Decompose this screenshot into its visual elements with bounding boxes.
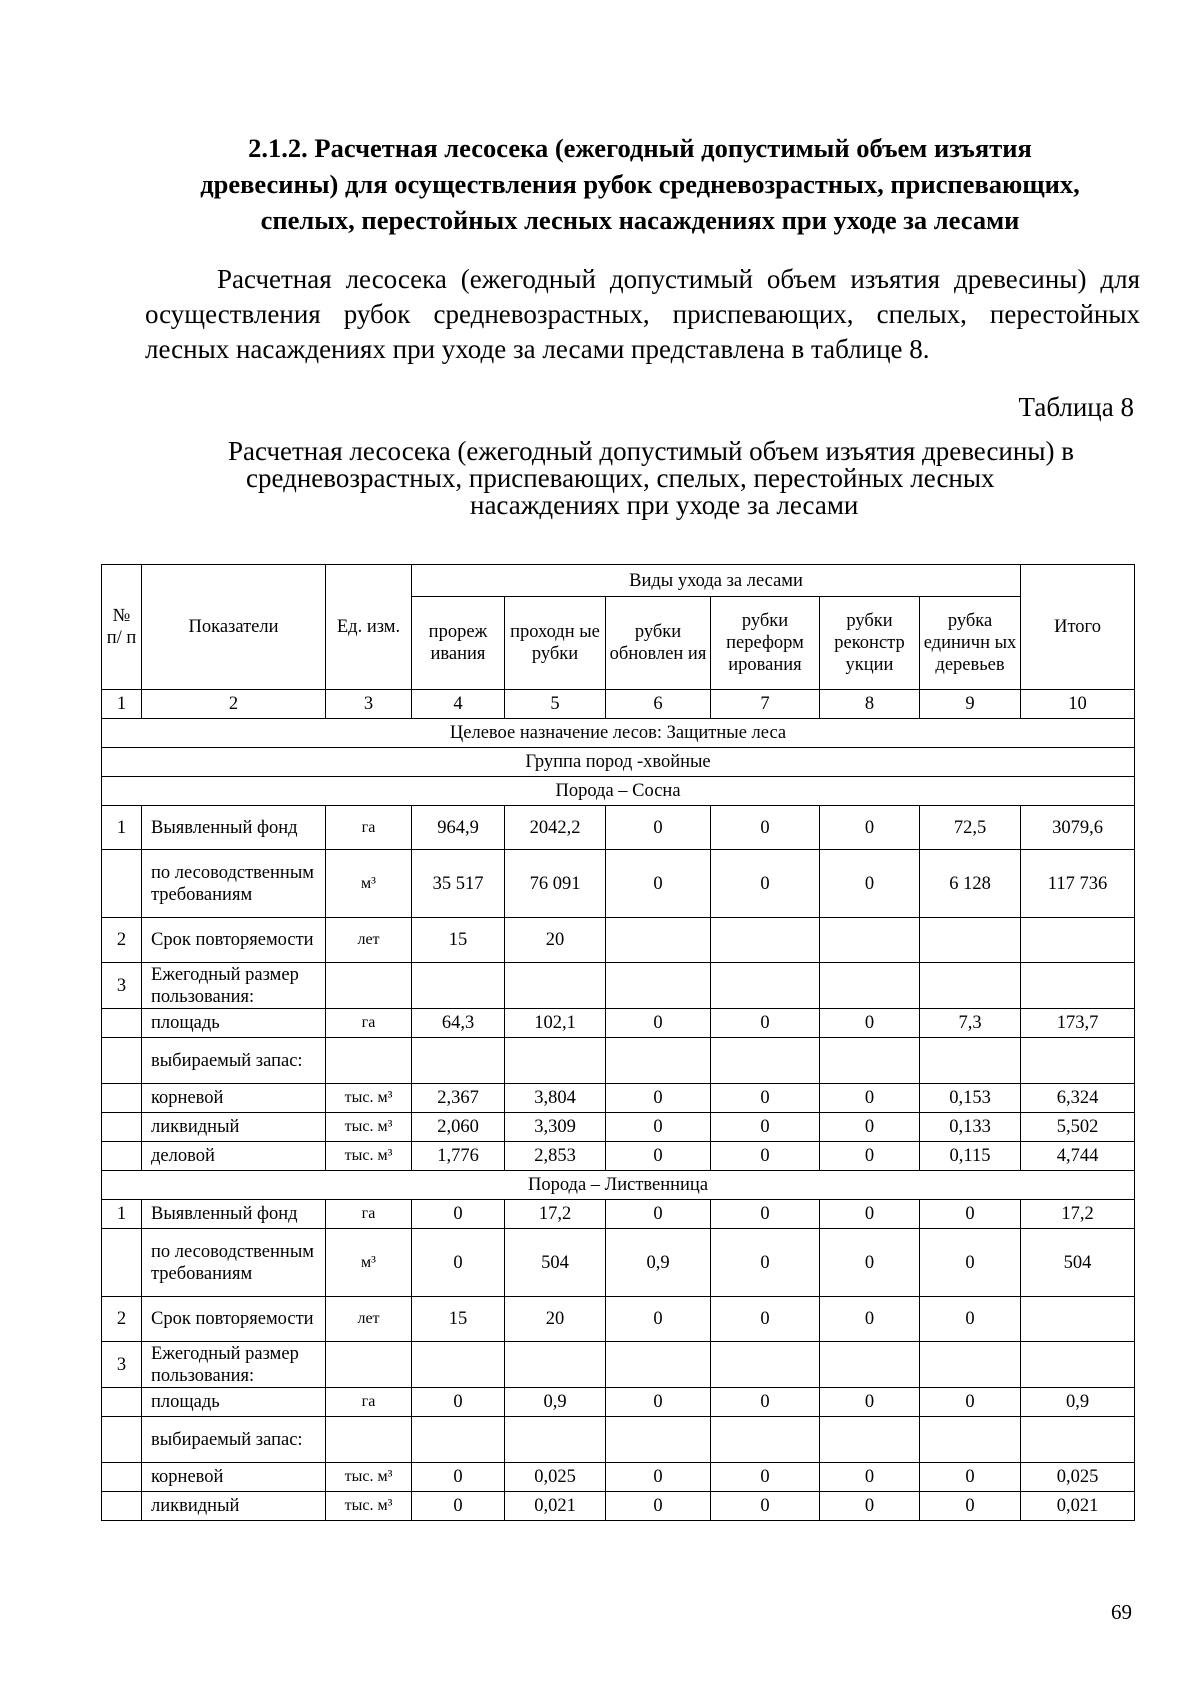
row-total — [1021, 1342, 1135, 1388]
group-row — [102, 748, 1135, 777]
row-value: 0,115 — [920, 1142, 1021, 1171]
row-value: 0 — [606, 1492, 711, 1521]
row-value — [711, 1038, 820, 1084]
row-unit: тыс. м³ — [326, 1084, 412, 1113]
row-total — [1021, 1417, 1135, 1463]
column-number: 4 — [412, 690, 505, 719]
row-label: Выявленный фонд — [142, 806, 326, 850]
row-total — [1021, 918, 1135, 963]
row-value — [606, 1342, 711, 1388]
row-unit: тыс. м³ — [326, 1492, 412, 1521]
row-value: 0 — [606, 806, 711, 850]
row-number: 2 — [102, 918, 142, 963]
header-thinning: прореж ивания — [412, 597, 505, 690]
row-value: 35 517 — [412, 850, 505, 918]
row-unit: га — [326, 1200, 412, 1229]
column-number-row — [102, 690, 1135, 719]
row-value: 0 — [412, 1388, 505, 1417]
table-row — [102, 1084, 1135, 1113]
purpose-row-text: Целевое назначение лесов: Защитные леса — [102, 719, 1135, 748]
row-value — [920, 918, 1021, 963]
row-value — [920, 1038, 1021, 1084]
header-group: Виды ухода за лесами — [412, 565, 1021, 597]
column-number: 2 — [142, 690, 326, 719]
row-value: 0 — [920, 1492, 1021, 1521]
heading-line: спелых, перестойных лесных насаждениях при уходе за лесами — [260, 205, 1020, 235]
row-value — [412, 1038, 505, 1084]
row-value — [412, 963, 505, 1009]
header-reconstruction: рубки реконстр укции — [820, 597, 920, 690]
row-value: 0 — [711, 1463, 820, 1492]
row-value: 0 — [920, 1463, 1021, 1492]
header-passage: проходн ые рубки — [505, 597, 606, 690]
row-label: по лесоводственным требованиям — [142, 1229, 326, 1297]
row-unit: тыс. м³ — [326, 1463, 412, 1492]
row-number: 1 — [102, 1200, 142, 1229]
header-reformation: рубки переформ ирования — [711, 597, 820, 690]
column-number: 3 — [326, 690, 412, 719]
row-total: 504 — [1021, 1229, 1135, 1297]
row-value: 0,153 — [920, 1084, 1021, 1113]
heading-line: древесины) для осуществления рубок средневозрастных, приспевающих, — [200, 169, 1080, 199]
row-value: 0 — [820, 1229, 920, 1297]
table-row — [102, 1009, 1135, 1038]
row-value — [711, 1342, 820, 1388]
row-number — [102, 1417, 142, 1463]
row-total — [1021, 963, 1135, 1009]
purpose-row — [102, 719, 1135, 748]
row-value — [606, 1417, 711, 1463]
species-title: Порода – Лиственница — [102, 1171, 1135, 1200]
row-value: 0 — [606, 1084, 711, 1113]
row-unit: тыс. м³ — [326, 1113, 412, 1142]
row-value: 0 — [820, 1492, 920, 1521]
row-value: 2,853 — [505, 1142, 606, 1171]
header-num: № п/ п — [102, 565, 142, 690]
caption-line: Расчетная лесосека (ежегодный допустимый объем изъятия древесины) в — [228, 436, 1074, 466]
row-total: 173,7 — [1021, 1009, 1135, 1038]
row-number — [102, 1388, 142, 1417]
row-value: 0 — [412, 1200, 505, 1229]
header-single-tree: рубка единичн ых деревьев — [920, 597, 1021, 690]
row-label: Ежегодный размер пользования: — [142, 1342, 326, 1388]
table-row — [102, 1388, 1135, 1417]
section-heading — [140, 130, 1140, 238]
row-value: 0 — [820, 1084, 920, 1113]
row-value — [820, 963, 920, 1009]
row-value: 0 — [711, 1388, 820, 1417]
row-value — [820, 1417, 920, 1463]
table-row — [102, 1297, 1135, 1342]
row-value — [820, 1342, 920, 1388]
paragraph-line: Расчетная лесосека (ежегодный допустимый объем изъятия древесины) для — [217, 264, 1140, 294]
row-value: 0 — [820, 850, 920, 918]
row-value — [711, 963, 820, 1009]
row-number: 3 — [102, 963, 142, 1009]
row-value: 6 128 — [920, 850, 1021, 918]
row-value — [920, 963, 1021, 1009]
table-caption — [140, 438, 1140, 519]
table-row — [102, 1417, 1135, 1463]
row-label: деловой — [142, 1142, 326, 1171]
row-unit — [326, 1417, 412, 1463]
row-value: 0 — [606, 1142, 711, 1171]
row-value: 15 — [412, 918, 505, 963]
column-number: 5 — [505, 690, 606, 719]
row-value: 0 — [820, 806, 920, 850]
row-value: 0,025 — [505, 1463, 606, 1492]
row-value: 0 — [606, 850, 711, 918]
row-value — [606, 918, 711, 963]
row-value — [505, 963, 606, 1009]
row-value: 0,9 — [505, 1388, 606, 1417]
row-number — [102, 1492, 142, 1521]
row-value: 20 — [505, 918, 606, 963]
row-value — [711, 1417, 820, 1463]
table-row — [102, 1113, 1135, 1142]
row-total — [1021, 1297, 1135, 1342]
row-value: 0 — [711, 1009, 820, 1038]
row-value — [606, 963, 711, 1009]
row-label: площадь — [142, 1009, 326, 1038]
row-label: Срок повторяемости — [142, 1297, 326, 1342]
caption-line: средневозрастных, приспевающих, спелых, перестойных лесных — [246, 463, 995, 493]
group-row-text: Группа пород -хвойные — [102, 748, 1135, 777]
row-value: 3,804 — [505, 1084, 606, 1113]
row-value — [920, 1417, 1021, 1463]
row-unit — [326, 963, 412, 1009]
row-value: 64,3 — [412, 1009, 505, 1038]
row-value: 0 — [711, 1229, 820, 1297]
row-unit: м³ — [326, 850, 412, 918]
column-number: 8 — [820, 690, 920, 719]
paragraph-line: лесных насаждениях при уходе за лесами представлена в таблице 8. — [145, 334, 930, 364]
row-total: 17,2 — [1021, 1200, 1135, 1229]
row-label: выбираемый запас: — [142, 1038, 326, 1084]
row-value: 0 — [711, 1142, 820, 1171]
table-row — [102, 1463, 1135, 1492]
row-value: 0 — [820, 1388, 920, 1417]
row-value — [505, 1038, 606, 1084]
row-value: 0 — [606, 1009, 711, 1038]
row-value: 0 — [606, 1200, 711, 1229]
row-total: 0,025 — [1021, 1463, 1135, 1492]
row-label: Выявленный фонд — [142, 1200, 326, 1229]
row-value: 0 — [606, 1463, 711, 1492]
row-total: 0,021 — [1021, 1492, 1135, 1521]
row-label: Срок повторяемости — [142, 918, 326, 963]
row-value: 0 — [606, 1297, 711, 1342]
row-number — [102, 1229, 142, 1297]
row-value: 0,021 — [505, 1492, 606, 1521]
row-value: 72,5 — [920, 806, 1021, 850]
row-value: 76 091 — [505, 850, 606, 918]
row-value: 964,9 — [412, 806, 505, 850]
table-row — [102, 1229, 1135, 1297]
species-row — [102, 1171, 1135, 1200]
row-unit: лет — [326, 1297, 412, 1342]
row-value: 0 — [711, 1084, 820, 1113]
row-value: 0 — [412, 1229, 505, 1297]
column-number: 1 — [102, 690, 142, 719]
row-number: 1 — [102, 806, 142, 850]
heading-line: 2.1.2. Расчетная лесосека (ежегодный допустимый объем изъятия — [248, 133, 1032, 163]
row-value — [820, 1038, 920, 1084]
row-value: 0 — [820, 1113, 920, 1142]
row-value: 2,060 — [412, 1113, 505, 1142]
species-title: Порода – Сосна — [102, 777, 1135, 806]
row-label: корневой — [142, 1463, 326, 1492]
row-value: 7,3 — [920, 1009, 1021, 1038]
row-value: 0 — [711, 1297, 820, 1342]
row-value: 0 — [711, 1113, 820, 1142]
row-value — [920, 1342, 1021, 1388]
row-number — [102, 1113, 142, 1142]
column-number: 10 — [1021, 690, 1135, 719]
row-label: корневой — [142, 1084, 326, 1113]
row-value: 0 — [711, 1492, 820, 1521]
table-row — [102, 918, 1135, 963]
paragraph-line: осуществления рубок средневозрастных, приспевающих, спелых, перестойных — [145, 299, 1140, 329]
harvest-table — [101, 564, 1135, 1521]
row-total: 4,744 — [1021, 1142, 1135, 1171]
row-value: 0 — [412, 1463, 505, 1492]
row-unit — [326, 1342, 412, 1388]
row-number — [102, 1038, 142, 1084]
row-value: 3,309 — [505, 1113, 606, 1142]
row-value: 0 — [606, 1388, 711, 1417]
row-value: 2042,2 — [505, 806, 606, 850]
table-row — [102, 963, 1135, 1009]
row-value: 0,9 — [606, 1229, 711, 1297]
row-value — [412, 1417, 505, 1463]
column-number: 9 — [920, 690, 1021, 719]
species-row — [102, 777, 1135, 806]
row-label: площадь — [142, 1388, 326, 1417]
row-value — [505, 1342, 606, 1388]
table-row — [102, 1038, 1135, 1084]
table-row — [102, 806, 1135, 850]
header-unit: Ед. изм. — [326, 565, 412, 690]
row-number — [102, 850, 142, 918]
row-unit: лет — [326, 918, 412, 963]
column-number: 7 — [711, 690, 820, 719]
row-value: 0 — [711, 806, 820, 850]
row-value: 1,776 — [412, 1142, 505, 1171]
row-number — [102, 1463, 142, 1492]
row-number — [102, 1009, 142, 1038]
row-number — [102, 1142, 142, 1171]
row-value: 0 — [711, 1200, 820, 1229]
row-value: 0 — [920, 1200, 1021, 1229]
row-value: 0,133 — [920, 1113, 1021, 1142]
table-row — [102, 1342, 1135, 1388]
table-row — [102, 850, 1135, 918]
row-value: 0 — [920, 1297, 1021, 1342]
row-value: 0 — [711, 850, 820, 918]
row-total: 3079,6 — [1021, 806, 1135, 850]
row-value: 0 — [606, 1113, 711, 1142]
row-unit: тыс. м³ — [326, 1142, 412, 1171]
row-unit: м³ — [326, 1229, 412, 1297]
column-number: 6 — [606, 690, 711, 719]
table-row — [102, 1142, 1135, 1171]
table-row — [102, 1200, 1135, 1229]
row-value: 0 — [820, 1009, 920, 1038]
row-value: 0 — [820, 1297, 920, 1342]
header-renewal: рубки обновлен ия — [606, 597, 711, 690]
row-value — [505, 1417, 606, 1463]
row-total — [1021, 1038, 1135, 1084]
row-value: 0 — [820, 1200, 920, 1229]
row-total: 5,502 — [1021, 1113, 1135, 1142]
row-total: 6,324 — [1021, 1084, 1135, 1113]
row-value — [412, 1342, 505, 1388]
page-number: 69 — [1111, 1600, 1132, 1624]
row-label: выбираемый запас: — [142, 1417, 326, 1463]
row-number: 2 — [102, 1297, 142, 1342]
row-value: 20 — [505, 1297, 606, 1342]
header-indicator: Показатели — [142, 565, 326, 690]
row-value: 504 — [505, 1229, 606, 1297]
row-value: 2,367 — [412, 1084, 505, 1113]
row-unit: га — [326, 1009, 412, 1038]
table-row — [102, 1492, 1135, 1521]
row-unit — [326, 1038, 412, 1084]
row-number — [102, 1084, 142, 1113]
row-unit: га — [326, 1388, 412, 1417]
row-label: Ежегодный размер пользования: — [142, 963, 326, 1009]
row-value: 15 — [412, 1297, 505, 1342]
row-value: 0 — [820, 1142, 920, 1171]
row-unit: га — [326, 806, 412, 850]
row-number: 3 — [102, 1342, 142, 1388]
row-label: ликвидный — [142, 1492, 326, 1521]
row-value: 0 — [412, 1492, 505, 1521]
row-value — [820, 918, 920, 963]
table-number: Таблица 8 — [1018, 392, 1134, 422]
row-label: ликвидный — [142, 1113, 326, 1142]
caption-line: насаждениях при уходе за лесами — [470, 490, 859, 520]
row-value: 102,1 — [505, 1009, 606, 1038]
intro-paragraph — [145, 262, 1140, 367]
row-value — [711, 918, 820, 963]
row-label: по лесоводственным требованиям — [142, 850, 326, 918]
header-total: Итого — [1021, 565, 1135, 690]
row-total: 117 736 — [1021, 850, 1135, 918]
row-value: 0 — [820, 1463, 920, 1492]
row-value — [606, 1038, 711, 1084]
row-total: 0,9 — [1021, 1388, 1135, 1417]
row-value: 0 — [920, 1229, 1021, 1297]
row-value: 17,2 — [505, 1200, 606, 1229]
row-value: 0 — [920, 1388, 1021, 1417]
